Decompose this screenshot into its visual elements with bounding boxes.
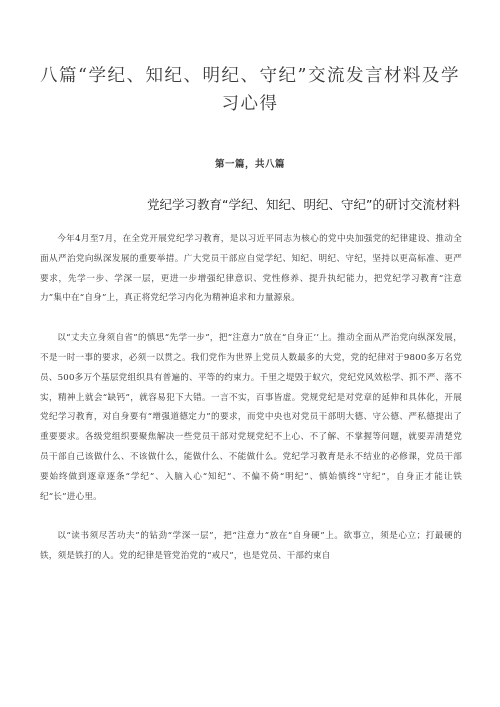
paragraph-1: 今年4月至7月，在全党开展党纪学习教育，是以习近平同志为核心的党中央加强党的纪律建设、推动全面从严治党向纵深发展的重要举措。广大党员干部应自觉学纪、知纪、明纪、守纪，坚持以更高标准、更严要求，先学一步、学深一层，更进一步增强纪律意识、党性修养、提升执纪能力，把党纪学习教育“注意力”集中在“自身”上，真正将党纪学习内化为精神追求和力量源泉。: [40, 234, 462, 304]
document-title: 八篇“学纪、知纪、明纪、守纪”交流发言材料及学习心得: [40, 66, 460, 114]
article-body: [40, 230, 462, 587]
article-title: 党纪学习教育“学纪、知纪、明纪、守纪”的研讨交流材料: [147, 197, 460, 212]
paragraph-3: 以“读书须尽苦功夫”的钻劲“学深一层”，把“注意力”放在“自身硬”上。欲事立，须是心立；打最硬的铁，须是铁打的人。党的纪律是管党治党的“戒尺”，也是党员、干部约束自: [40, 531, 462, 562]
section-label: 第一篇，共八篇: [214, 159, 285, 170]
paragraph-2: 以“丈夫立身须自省”的慎思“先学一步”，把“注意力”放在“自身正’’上。推动全面从严治党向纵深发展，不是一时一事的要求，必须一以贯之。我们党作为世界上党员人数最多的大党，党的纪律对于9800多万名党员、500多万个基层党组织具有普遍的、平等的约束力。千里之堤毁于蚁穴，党纪党风效松学、抓不严、落不实，精神上就会“缺钙”，就容易犯下大错。一言不实，百事皆虚。党规党纪是对党章的延伸和具体化，开展党纪学习教育，对自身要有“增强道德定力”的要求，而党中央也对党员干部明大德、守公德、严私德提出了重要要求。各级党组织要聚焦解决一些党员干部对党规党纪不上心、不了解、不掌握等问题，就要弄清楚党员干部自己该做什么、不该做什么，能做什么、不能做什么。党纪学习教育是永不结业的必修课，党员干部要始终做到逐章逐条“学纪”、入脑入心“知纪”、不偏不倚“明纪”、慎始慎终“守纪”，自身正才能让铁纪“长”进心里。: [40, 333, 462, 502]
